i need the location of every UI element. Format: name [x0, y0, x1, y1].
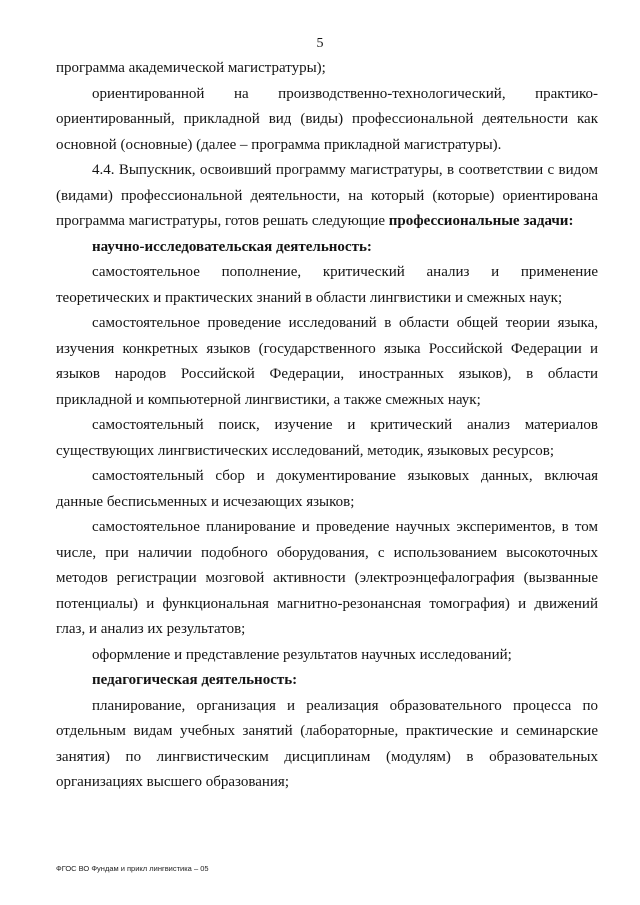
professional-tasks-colon: :	[568, 213, 574, 229]
task-data-collection: самостоятельный сбор и документирование языковых данных, включая данные бесписьменных и исчезающих языков;	[56, 468, 598, 510]
paragraph-4-4-text: 4.4. Выпускник, освоивший программу магистратуры, в соответствии с видом (видами) профессиональной деятельности, на который (которые) ориентирована программа магистратуры, готов решать следующие	[56, 162, 598, 229]
paragraph-continuation: программа академической магистратуры);	[56, 60, 326, 76]
paragraph-4-4	[56, 158, 598, 235]
task-knowledge-application: самостоятельное пополнение, критический анализ и применение теоретических и практических знаний в области лингвистики и смежных наук;	[56, 264, 598, 306]
paragraph-applied-masters: ориентированной на производственно-технологический, практико-ориентированный, прикладной вид (виды) профессиональной деятельности как основной (основные) (далее – программа прикладной магистратуры).	[56, 85, 598, 153]
task-research-conduct: самостоятельное проведение исследований в области общей теории языка, изучения конкретных языков (государственного языка Российской Федерации и языков народов Российской Федерации, иностранных языков), в области прикладной и компьютерной лингвистики, а также смежных наук;	[56, 315, 598, 408]
task-experiments: самостоятельное планирование и проведение научных экспериментов, в том числе, при наличии подобного оборудования, с использованием высокоточных методов регистрации мозговой активности (электроэнцефалография (вызванные потенциалы) и функциональная магнитно-резонансная томография) и движений глаз, и анализ их результатов;	[56, 519, 598, 637]
professional-tasks-term: профессиональные задачи	[388, 213, 569, 229]
task-results-presentation: оформление и представление результатов научных исследований;	[92, 646, 512, 663]
task-literature-analysis: самостоятельный поиск, изучение и критический анализ материалов существующих лингвистических исследований, методик, языковых ресурсов;	[56, 417, 598, 459]
page-number: 5	[316, 36, 324, 51]
document-body	[56, 56, 598, 796]
heading-pedagogical-activity: педагогическая деятельность:	[92, 672, 298, 688]
footer-document-id: ФГОС ВО Фундам и прикл лингвистика – 05	[56, 864, 209, 873]
task-educational-process: планирование, организация и реализация образовательного процесса по отдельным видам учебных занятий (лабораторные, практические и семинарские занятия) по лингвистическим дисциплинам (модулям) в образовательных организациях высшего образования;	[56, 697, 598, 790]
heading-research-activity: научно-исследовательская деятельность:	[92, 238, 372, 255]
